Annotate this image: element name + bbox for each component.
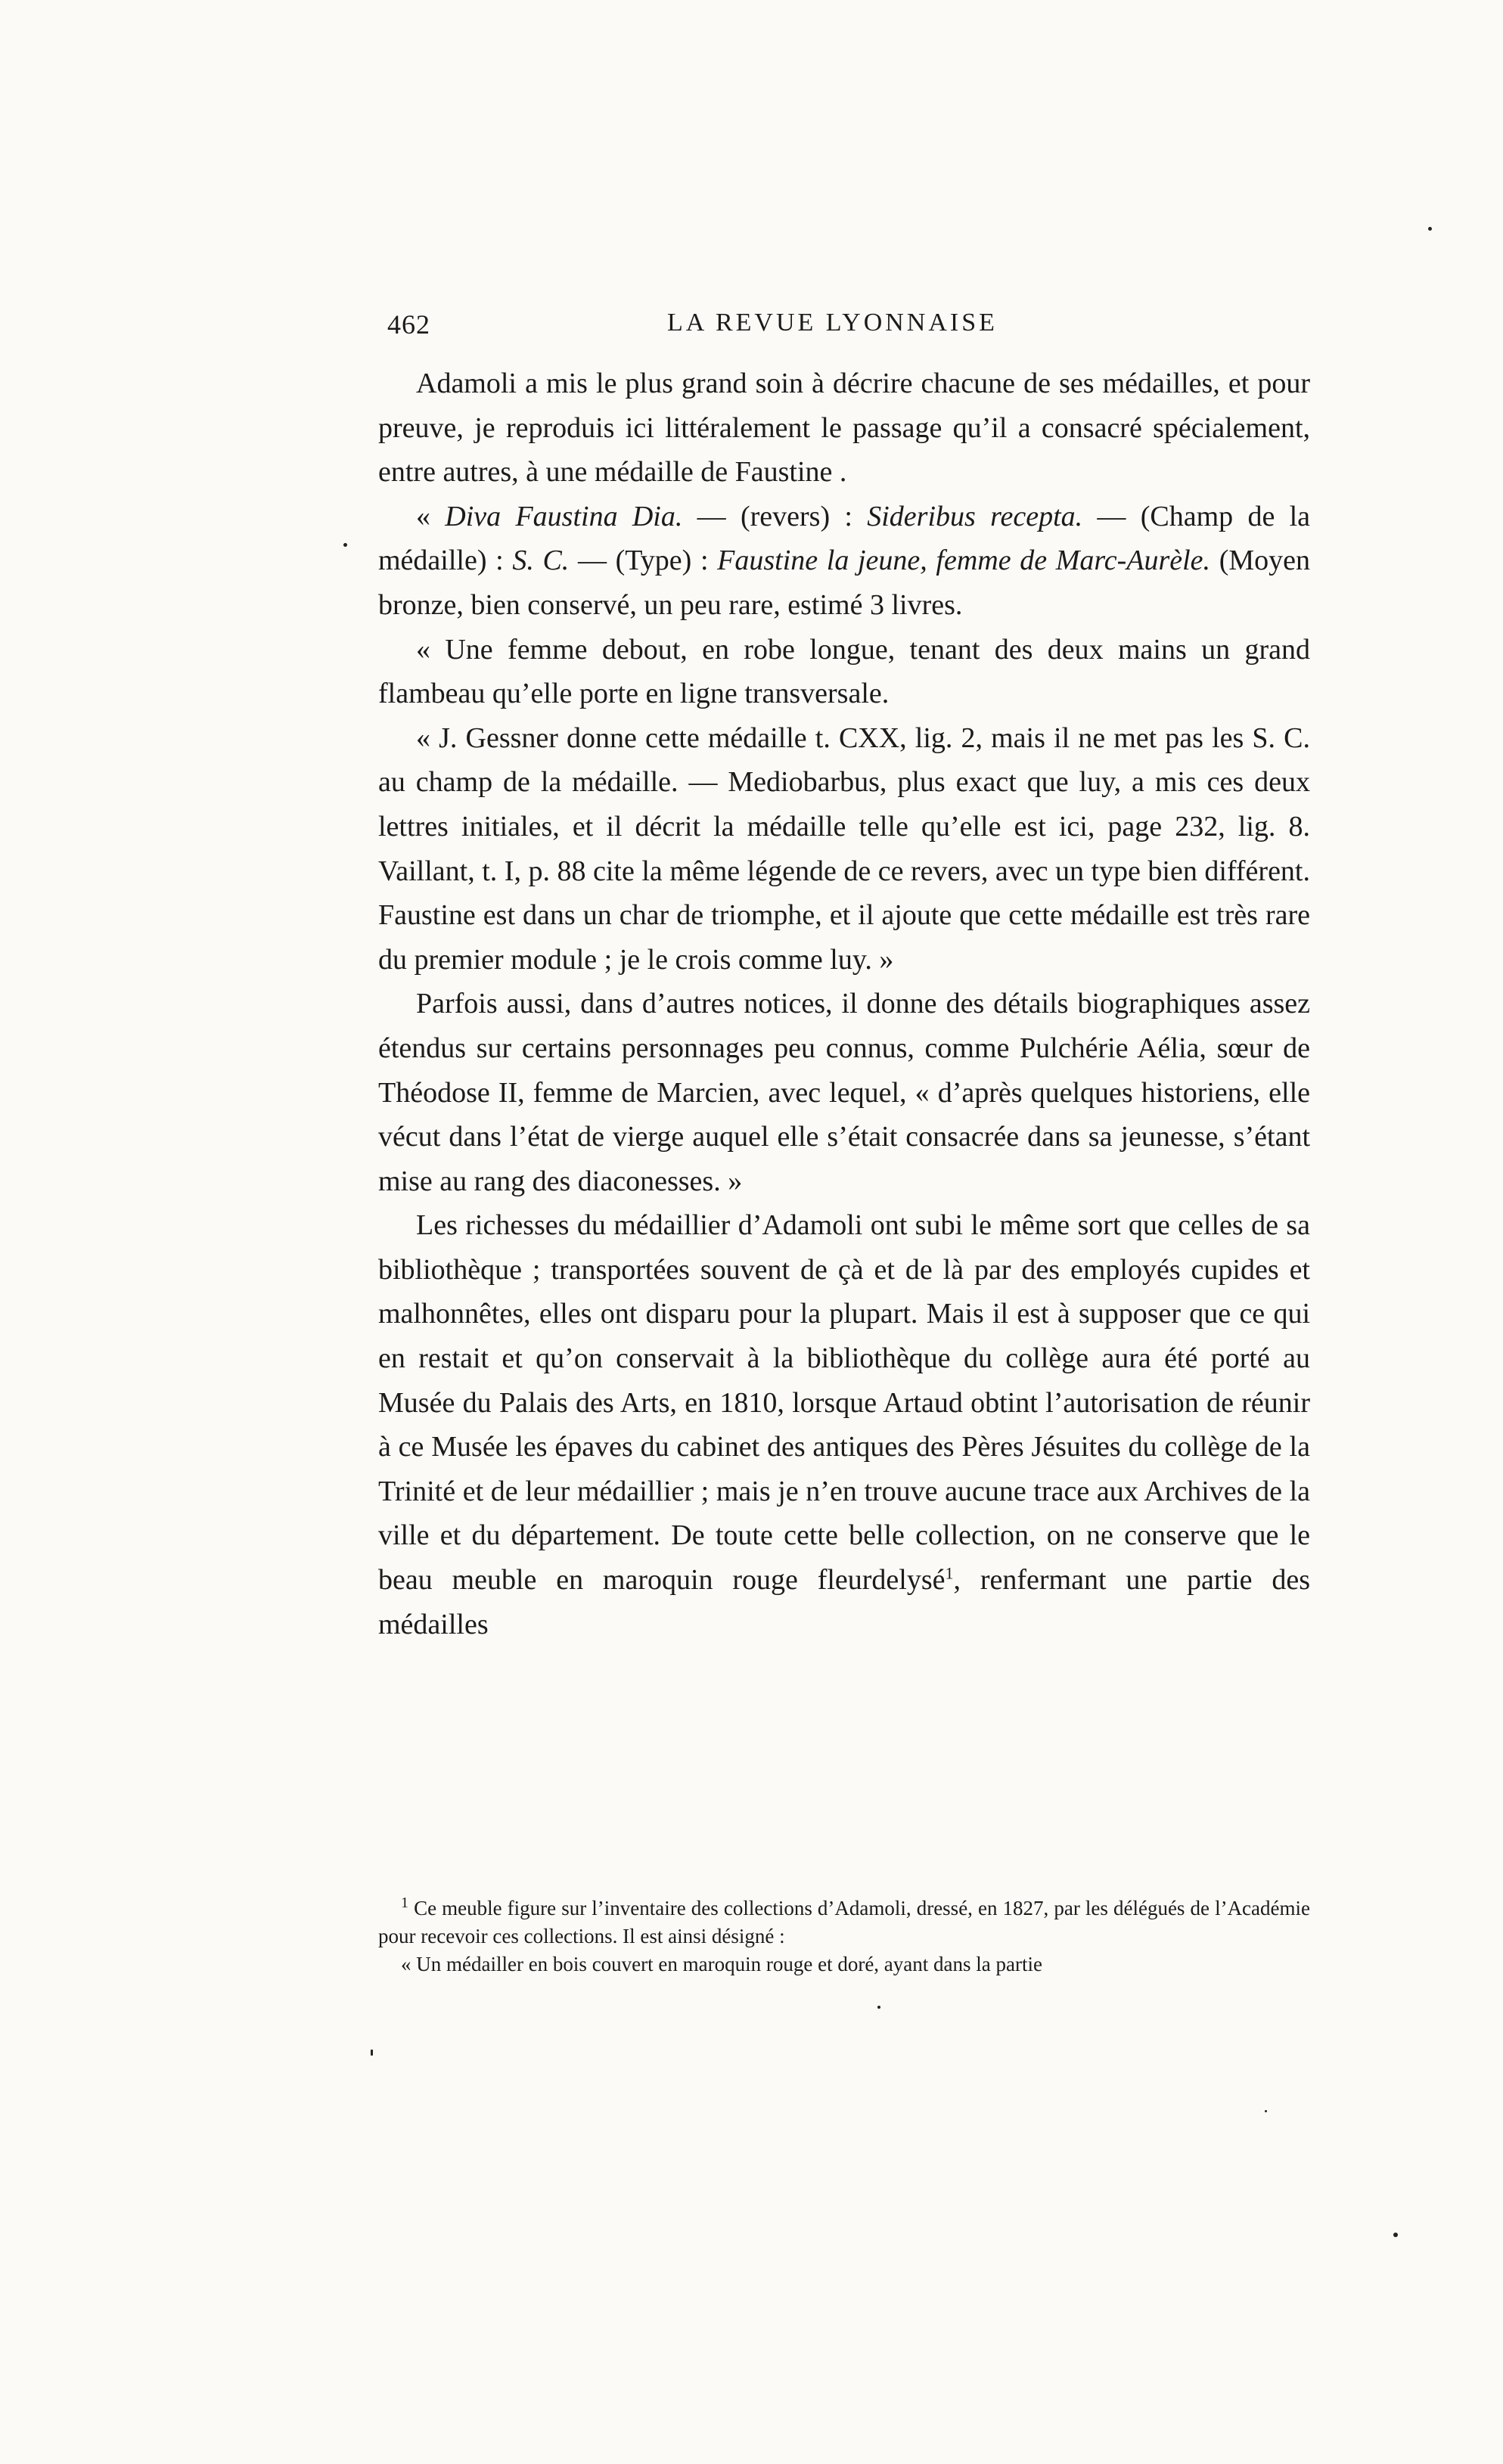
legend-obverse: Diva Faustina Dia. xyxy=(445,500,683,532)
text-segment: (Moyen bronze, bien conservé, un peu rare, estimé 3 livres. xyxy=(378,545,1311,621)
page-number: 462 xyxy=(387,309,430,340)
footnotes xyxy=(378,1895,1310,1978)
paragraph-6 xyxy=(378,1203,1310,1646)
legend-field: S. C. xyxy=(512,545,570,577)
page-header xyxy=(387,309,1295,345)
footnote-reference[interactable]: 1 xyxy=(945,1563,954,1583)
legend-type: Faustine la jeune, femme de Marc-Aurèle. xyxy=(717,545,1211,577)
text-segment: Les richesses du médaillier d’Adamoli ont subi le même sort que celles de sa bibliothèque ; transportées souvent de çà et de là par des employés cupides et malhonnêtes, elles ont disparu pour la plupart. Mais il est à supposer que ce qui en restait et qu’on conservait à la bibliothèque du collège aura été porté au Musée du Palais des Arts, en 1810, lorsque Artaud obtint l’autorisation de réunir à ce Musée les épaves du cabinet des antiques des Pères Jésuites du collège de la Trinité et de leur médaillier ; mais je n’en trouve aucune trace aux Archives de la ville et du département. De toute cette belle collection, on ne conserve que le beau meuble en maroquin rouge fleurdelysé xyxy=(378,1209,1310,1597)
footnote-1 xyxy=(378,1895,1310,1950)
paragraph-5: Parfois aussi, dans d’autres notices, il donne des détails biographiques assez étendus sur certains personnages peu connus, comme Pulchérie Aélia, sœur de Théodose II, femme de Marcien, avec lequel, « d’après quelques historiens, elle vécut dans l’état de vierge auquel elle s’était consacrée dans sa jeunesse, s’étant mise au rang des diaconesses. » xyxy=(378,988,1310,1197)
text-segment: — (Champ de la médaille) : xyxy=(378,500,1311,577)
paragraph-3: « Une femme debout, en robe longue, tenant des deux mains un grand flambeau qu’elle porte en ligne transversale. xyxy=(378,633,1310,710)
text-segment: — (revers) : xyxy=(682,500,868,532)
paragraph-4: « J. Gessner donne cette médaille t. CXX, lig. 2, mais il ne met pas les S. C. au champ de la médaille. — Mediobarbus, plus exact que luy, a mis ces deux lettres initiales, et il décrit la médaille telle qu’elle est ici, page 232, lig. 8. Vaillant, t. I, p. 88 cite la même légende de ce revers, avec un type bien différent. Faustine est dans un char de triomphe, et il ajoute que cette médaille est très rare du premier module ; je le crois comme luy. » xyxy=(378,722,1310,976)
footnote-mark: 1 xyxy=(401,1895,408,1911)
scan-speck xyxy=(343,543,347,547)
scan-speck xyxy=(1265,2110,1267,2112)
quote-open: « xyxy=(416,500,446,532)
footnote-1-quote: « Un médailler en bois couvert en maroquin rouge et doré, ayant dans la partie xyxy=(401,1953,1042,1975)
scan-speck xyxy=(371,2050,373,2056)
running-title: LA REVUE LYONNAISE xyxy=(667,309,998,337)
paragraph-1: Adamoli a mis le plus grand soin à décrire chacune de ses médailles, et pour preuve, je reproduis ici littéralement le passage qu’il a consacré spécialement, entre autres, à une médaille de Faustine . xyxy=(378,368,1310,489)
footnote-text: Ce meuble figure sur l’inventaire des collections d’Adamoli, dressé, en 1827, par les délégués de l’Académie pour recevoir ces collections. Il est ainsi désigné : xyxy=(378,1897,1311,1947)
paragraph-2-quote xyxy=(378,495,1310,628)
legend-reverse: Sideribus recepta. xyxy=(867,500,1083,532)
text-segment: , renfermant une partie des médailles xyxy=(378,1564,1310,1640)
text-segment: — (Type) : xyxy=(569,545,718,577)
body-text xyxy=(378,362,1310,1646)
scan-speck xyxy=(1393,2233,1398,2237)
scan-speck xyxy=(1428,227,1432,231)
scan-speck xyxy=(877,2006,880,2009)
